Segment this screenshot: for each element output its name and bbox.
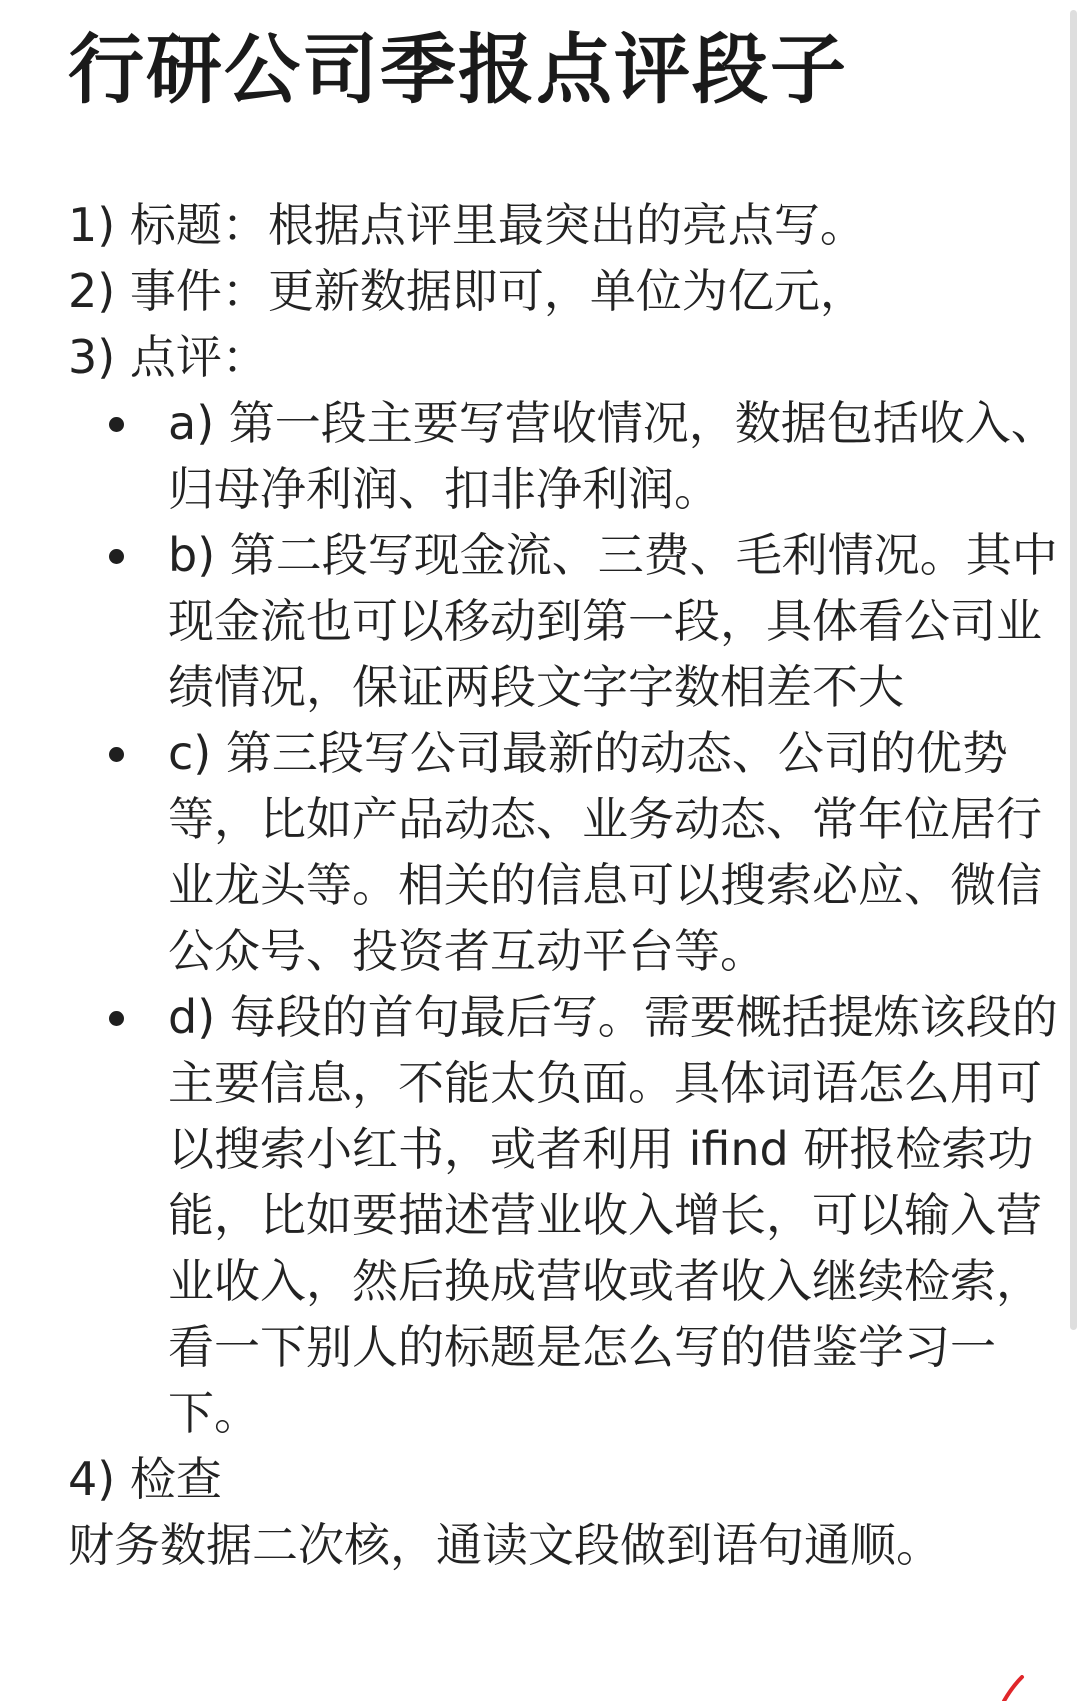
bullet-text-c: c) 第三段写公司最新的动态、公司的优势等，比如产品动态、业务动态、常年位居行业龙头等。相关的信息可以搜索必应、微信公众号、投资者互动平台等。 — [168, 726, 1042, 978]
page-title: 行研公司季报点评段子 — [68, 25, 848, 114]
bullet-item-a — [68, 390, 1058, 522]
step-check-text: 财务数据二次核，通读文段做到语句通顺。 — [68, 1518, 942, 1572]
step-event: 2) 事件：更新数据即可，单位为亿元， — [68, 264, 866, 318]
bullet-dot — [109, 747, 124, 762]
bullet-text-b: b) 第二段写现金流、三费、毛利情况。其中现金流也可以移动到第一段，具体看公司业绩情况，保证两段文字字数相差不大 — [168, 528, 1058, 714]
bullet-item-d — [68, 984, 1058, 1446]
bullet-text-a: a) 第一段主要写营收情况，数据包括收入、归母净利润、扣非净利润。 — [168, 396, 1057, 516]
scrollbar[interactable] — [1070, 10, 1077, 1330]
step-review: 3) 点评： — [68, 330, 268, 384]
step-title: 1) 标题：根据点评里最突出的亮点写。 — [68, 198, 866, 252]
bullet-dot — [109, 549, 124, 564]
bullet-dot — [109, 417, 124, 432]
bullet-text-d: d) 每段的首句最后写。需要概括提炼该段的主要信息，不能太负面。具体词语怎么用可以搜索小红书，或者利用 ifind 研报检索功能，比如要描述营业收入增长，可以输入营业收入，然后换成营收或者收入继续检索，看一下别人的标题是怎么写的借鉴学习一下。 — [168, 990, 1058, 1440]
step-check-heading: 4) 检查 — [68, 1452, 222, 1506]
review-bullet-list — [68, 390, 1058, 1446]
bullet-dot — [109, 1011, 124, 1026]
bullet-item-b — [68, 522, 1058, 720]
note-body — [68, 192, 1058, 1578]
handwritten-mark-icon — [1000, 1675, 1040, 1701]
bullet-item-c — [68, 720, 1058, 984]
